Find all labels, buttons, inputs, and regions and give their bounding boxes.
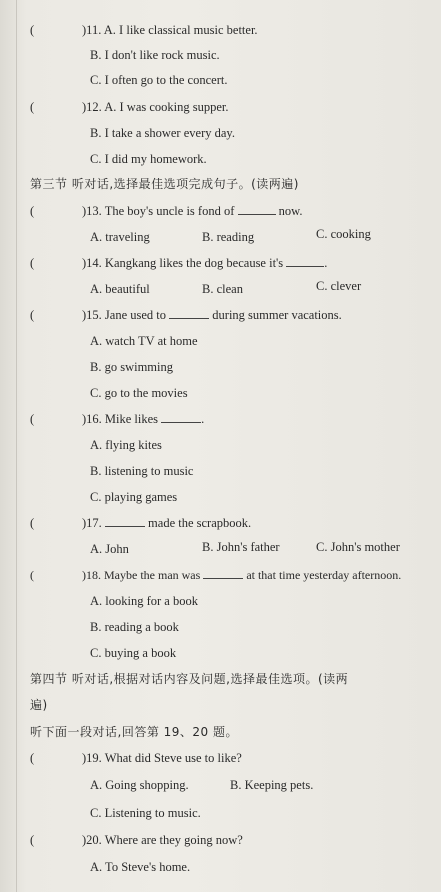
- question-13: ( )13. The boy's uncle is fond of now.: [30, 204, 303, 218]
- option-15-a: A. watch TV at home: [90, 334, 198, 348]
- option-19-c: C. Listening to music.: [90, 806, 201, 820]
- answer-bracket-20[interactable]: (: [30, 833, 35, 847]
- answer-bracket-18[interactable]: (: [30, 568, 34, 582]
- option-11-b: B. I don't like rock music.: [90, 48, 220, 62]
- blank-18: [203, 568, 243, 579]
- blank-13: [238, 204, 276, 215]
- option-15-c: C. go to the movies: [90, 386, 188, 400]
- option-16-a: A. flying kites: [90, 438, 162, 452]
- section-3-heading: 第三节 听对话,选择最佳选项完成句子。(读两遍): [30, 177, 299, 191]
- option-16-b: B. listening to music: [90, 464, 194, 478]
- option-12-a: A. I was cooking supper.: [104, 100, 229, 114]
- option-14-b: B. clean: [202, 282, 243, 296]
- option-17-c: C. John's mother: [316, 540, 400, 554]
- option-14-a: A. beautiful: [90, 282, 150, 296]
- answer-bracket-17[interactable]: (: [30, 516, 35, 530]
- answer-bracket-16[interactable]: (: [30, 412, 35, 426]
- question-20: ( )20. Where are they going now?: [30, 833, 243, 847]
- section-4-heading-cont: 遍): [30, 698, 48, 712]
- option-14-c: C. clever: [316, 279, 362, 293]
- answer-bracket-14[interactable]: (: [30, 256, 35, 270]
- answer-bracket-11[interactable]: (: [30, 23, 35, 37]
- option-11-c: C. I often go to the concert.: [90, 73, 228, 87]
- option-17-a: A. John: [90, 542, 129, 556]
- section-4-heading: 第四节 听对话,根据对话内容及问题,选择最佳选项。(读两: [30, 672, 349, 686]
- option-18-c: C. buying a book: [90, 646, 177, 660]
- blank-17: [105, 516, 145, 527]
- option-19-b: B. Keeping pets.: [230, 778, 314, 792]
- option-11-a: A. I like classical music better.: [103, 23, 258, 37]
- answer-bracket-15[interactable]: (: [30, 308, 35, 322]
- option-12-c: C. I did my homework.: [90, 152, 207, 166]
- section-4-instruction: 听下面一段对话,回答第 19、20 题。: [30, 725, 238, 739]
- question-15: ( )15. Jane used to during summer vacations.: [30, 308, 342, 322]
- blank-15: [169, 308, 209, 319]
- question-11: ( )11. A. I like classical music better.: [30, 23, 258, 37]
- question-14: ( )14. Kangkang likes the dog because it's .: [30, 256, 328, 270]
- question-17: ( )17. made the scrapbook.: [30, 516, 252, 530]
- option-17-b: B. John's father: [202, 540, 280, 554]
- answer-bracket-12[interactable]: (: [30, 100, 35, 114]
- option-12-b: B. I take a shower every day.: [90, 126, 235, 140]
- option-16-c: C. playing games: [90, 490, 178, 504]
- option-19-a: A. Going shopping.: [90, 778, 189, 792]
- margin-rule: [16, 0, 17, 892]
- question-18: ( )18. Maybe the man was at that time yesterday afternoon.: [30, 568, 402, 582]
- question-12: ( )12. A. I was cooking supper.: [30, 100, 229, 114]
- blank-14: [286, 256, 324, 267]
- question-19: ( )19. What did Steve use to like?: [30, 751, 242, 765]
- option-13-b: B. reading: [202, 230, 255, 244]
- answer-bracket-13[interactable]: (: [30, 204, 35, 218]
- option-18-b: B. reading a book: [90, 620, 179, 634]
- option-18-a: A. looking for a book: [90, 594, 198, 608]
- blank-16: [161, 412, 201, 423]
- question-16: ( )16. Mike likes .: [30, 412, 205, 426]
- option-13-c: C. cooking: [316, 227, 371, 241]
- answer-bracket-19[interactable]: (: [30, 751, 35, 765]
- option-20-a: A. To Steve's home.: [90, 860, 191, 874]
- option-13-a: A. traveling: [90, 230, 150, 244]
- option-15-b: B. go swimming: [90, 360, 173, 374]
